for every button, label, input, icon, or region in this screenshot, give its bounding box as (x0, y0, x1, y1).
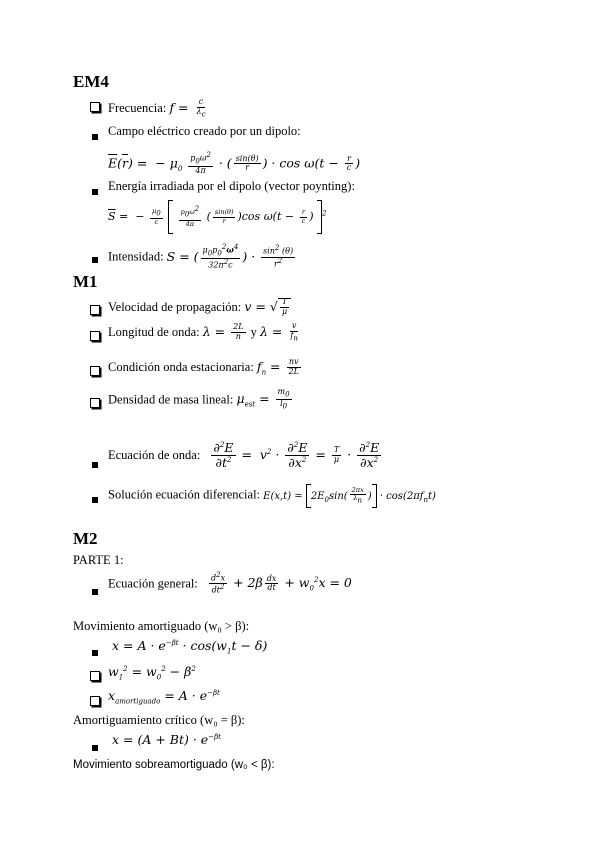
label: Velocidad de propagación: (108, 299, 242, 314)
text-critico: Amortiguamiento crítico (w₀ = β): (73, 713, 245, 727)
section-heading-m1: M1 (73, 272, 98, 291)
label: Ecuación general: (108, 576, 198, 591)
list-item-densidad: Densidad de masa lineal: $\mu_{est}$ = $\frac{m_0}{l_0}$ (108, 387, 290, 411)
text-amortiguado: Movimiento amortiguado (w₀ > β): (73, 619, 250, 633)
square-bullet-icon (92, 645, 98, 660)
square-bullet-icon (92, 492, 98, 507)
checkbox-bullet-icon (90, 695, 100, 710)
list-item-energia: Energía irradiada por el dipolo (vector poynting): (108, 179, 355, 193)
list-item-ecuacion: Ecuación de onda: $\frac{\partial^2E}{\partial t^2}$ = $v^2$ · $\frac{\partial^2E}{\partial x^2}$ = $\frac{T}{\mu}$ · $\frac{\partial^2E}{\partial x^2}$ (108, 440, 380, 470)
list-item-general: Ecuación general: $\frac{d^2x}{dt^2}$ + 2β $\frac{dx}{dt}$ + $w_0^2x = 0$ (108, 571, 352, 596)
square-bullet-icon (92, 184, 98, 199)
formula-campo: $\overline{E}(\overline{r})$ = − $\mu_0$ $\frac{p_0\omega^2}{4\pi}$ · ( $\frac{\sin(\theta)}{r}$ ) · cos ω(t − $\frac{r}{c}$ ) (108, 151, 361, 175)
conjunction: y (250, 325, 257, 340)
formula-x-amortiguado: $x_{amortiguado} = A \cdot e^{-\beta t}$ (108, 688, 220, 706)
list-item-campo: Campo eléctrico creado por un dipolo: (108, 124, 301, 138)
section-heading-em4: EM4 (73, 72, 109, 91)
label: Intensidad: (108, 249, 164, 264)
checkbox-bullet-icon (90, 365, 100, 380)
checkbox-bullet-icon (90, 397, 100, 412)
checkbox-bullet-icon (90, 304, 100, 319)
square-bullet-icon (92, 457, 98, 472)
label: Densidad de masa lineal: (108, 392, 234, 407)
subheading-parte: PARTE 1: (73, 553, 124, 567)
list-item-condicion: Condición onda estacionaria: $f_n$ = $\frac{nv}{2L}$ (108, 357, 299, 377)
square-bullet-icon (92, 252, 98, 267)
formula-critico: $x = (A + Bt) \cdot e^{-\beta t}$ (112, 732, 221, 747)
square-bullet-icon (92, 740, 98, 755)
label: Frecuencia: (108, 101, 167, 116)
formula-frecuencia: f = $\frac{c}{\lambda_c}$ (169, 97, 206, 119)
formula-w1: $w_1^2 = w_0^2 - \beta^2$ (108, 664, 196, 682)
formula-poynting: $\overline{S}$ = − $\frac{\mu_0}{c}$ $\frac{p_0\omega^2}{4\pi}$ ( $\frac{\sin(\theta)}{r}$ )cos ω(t − $\frac{r}{c}$ ) $^2$ (108, 200, 327, 234)
list-item-intensidad: Intensidad: S = ( $\frac{\mu_0p_0^2\omega^4}{32\pi^2c}$ ) · $\frac{\sin^2 (\theta)}{r^2}$ (108, 243, 294, 270)
formula-amortiguado-x: $x = A \cdot e^{-\beta t} \cdot \cos(w_1t - \delta)$ (112, 638, 268, 656)
checkbox-bullet-icon (90, 670, 100, 685)
list-item-longitud: Longitud de onda: λ = $\frac{2L}{n}$ y λ = $\frac{v}{f_n}$ (108, 321, 298, 343)
square-bullet-icon (92, 584, 98, 599)
square-bullet-icon (92, 129, 98, 144)
label: Solución ecuación diferencial: (108, 487, 261, 502)
list-item-frecuencia (108, 98, 209, 119)
checkbox-bullet-icon (90, 101, 100, 116)
text-sobreamortiguado: Movimiento sobreamortiguado (w₀ < β): (73, 759, 275, 771)
checkbox-bullet-icon (90, 330, 100, 345)
label: Condición onda estacionaria: (108, 359, 254, 374)
list-item-solucion: Solución ecuación diferencial: $E(x,t) = 2E_0\sin$( $\frac{2\pi x}{\lambda_n}$ ) · $\cos(2\pi f_nt)$ (108, 484, 436, 508)
label: Ecuación de onda: (108, 447, 201, 462)
list-item-velocidad: Velocidad de propagación: v = √ $\frac{T}{\mu}$ (108, 298, 291, 317)
label: Longitud de onda: (108, 325, 200, 340)
section-heading-m2: M2 (73, 529, 98, 548)
